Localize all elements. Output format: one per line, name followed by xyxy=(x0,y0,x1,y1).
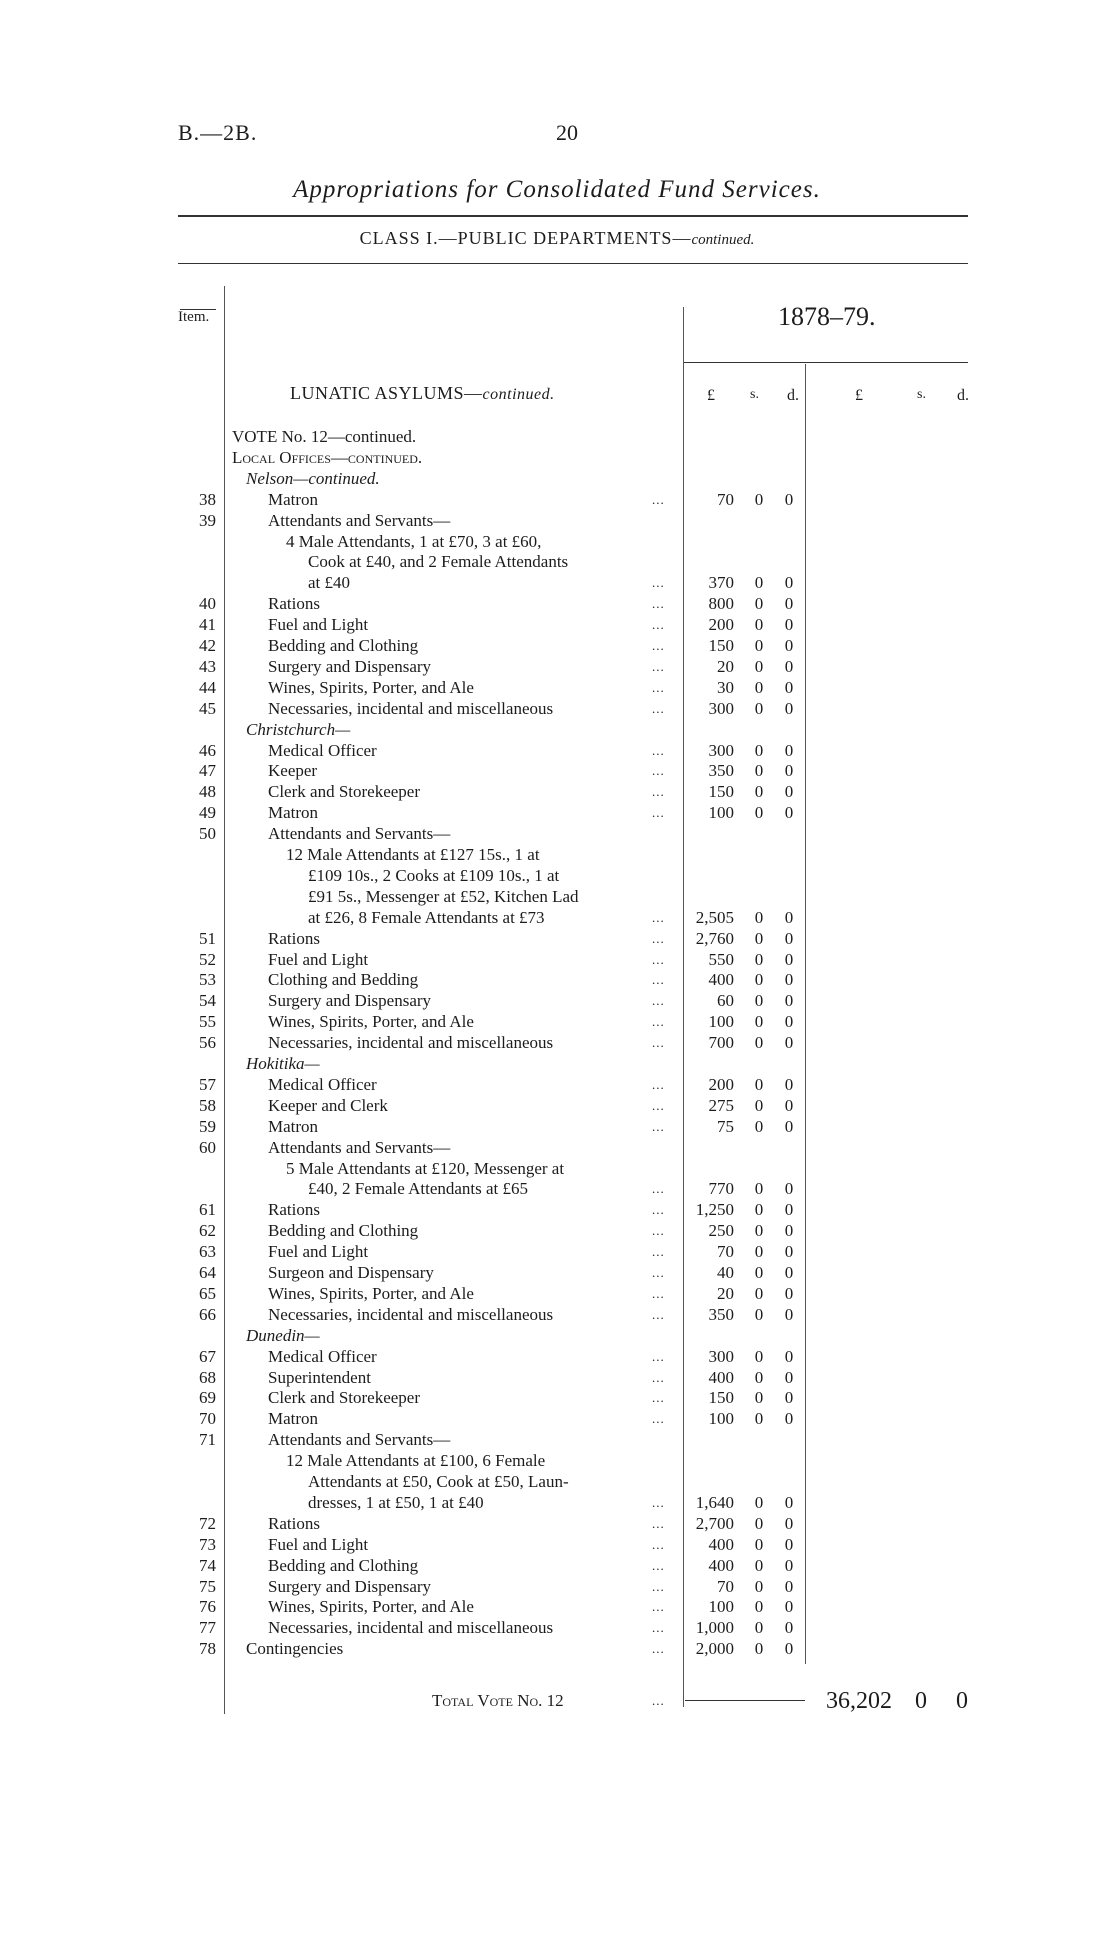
entry-detail-text: at £40 xyxy=(308,573,351,592)
entry-detail-text: Attendants at £50, Cook at £50, Laun- xyxy=(308,1472,569,1491)
entry-text: Clerk and Storekeeper xyxy=(268,1388,420,1407)
entry-detail-text: 12 Male Attendants at £100, 6 Female xyxy=(286,1451,546,1470)
leader-dots: ... xyxy=(652,596,665,611)
asylum-heading: Nelson—continued. xyxy=(246,469,380,488)
total-shillings-column-heading: s. xyxy=(917,387,926,402)
amount-pounds: 100 xyxy=(708,1012,734,1031)
amount-pounds: 300 xyxy=(708,1347,734,1366)
item-number: 68 xyxy=(199,1368,216,1387)
entry-text: Bedding and Clothing xyxy=(268,1221,419,1240)
amount-pence: 0 xyxy=(784,929,794,948)
amount-shillings: 0 xyxy=(754,970,764,989)
amount-pence: 0 xyxy=(784,741,794,760)
entry-text: Rations xyxy=(268,1200,320,1219)
total-pence-column-heading: d. xyxy=(957,387,969,404)
entry-text: Fuel and Light xyxy=(268,615,369,634)
amount-pounds: 200 xyxy=(708,1075,734,1094)
leader-dots: ... xyxy=(652,1599,665,1614)
total-vote-pounds: 36,202 xyxy=(826,1688,892,1714)
entry-text: Medical Officer xyxy=(268,1347,377,1366)
amount-pounds: 1,000 xyxy=(695,1618,734,1637)
amount-pence: 0 xyxy=(784,1263,794,1282)
amount-pence: 0 xyxy=(784,573,794,592)
amount-pence: 0 xyxy=(784,1242,794,1261)
amount-pence: 0 xyxy=(784,950,794,969)
page-title: Appropriations for Consolidated Fund Services. xyxy=(293,176,821,203)
item-number: 45 xyxy=(199,699,216,718)
amount-pence: 0 xyxy=(784,1514,794,1533)
amount-pence: 0 xyxy=(784,908,794,927)
amount-pounds: 370 xyxy=(708,573,734,592)
asylum-heading: Christchurch— xyxy=(246,720,351,739)
leader-dots: ... xyxy=(652,1265,665,1280)
amount-pounds: 100 xyxy=(708,1409,734,1428)
amount-pence: 0 xyxy=(784,657,794,676)
entry-text: Matron xyxy=(268,490,319,509)
leader-dots: ... xyxy=(652,1390,665,1405)
amount-pounds: 550 xyxy=(708,950,734,969)
item-number: 47 xyxy=(199,761,216,780)
entry-text: Fuel and Light xyxy=(268,1242,369,1261)
item-number: 78 xyxy=(199,1639,216,1658)
entry-detail-text: at £26, 8 Female Attendants at £73 xyxy=(308,908,545,927)
item-number: 73 xyxy=(199,1535,216,1554)
item-number: 43 xyxy=(199,657,216,676)
pounds-column-heading: £ xyxy=(707,387,715,404)
item-number: 54 xyxy=(199,991,216,1010)
leader-dots: ... xyxy=(652,1641,665,1656)
entry-text: Rations xyxy=(268,929,320,948)
item-number: 71 xyxy=(199,1430,216,1449)
entry-text: Fuel and Light xyxy=(268,1535,369,1554)
leader-dots: ... xyxy=(652,805,665,820)
amount-pence: 0 xyxy=(784,1347,794,1366)
leader-dots: ... xyxy=(652,1119,665,1134)
amount-shillings: 0 xyxy=(754,1388,764,1407)
item-number: 38 xyxy=(199,490,216,509)
leader-dots: ... xyxy=(652,492,665,507)
leader-dots: ... xyxy=(652,575,665,590)
amount-pence: 0 xyxy=(784,1388,794,1407)
entry-detail-text: £109 10s., 2 Cooks at £109 10s., 1 at xyxy=(308,866,560,885)
total-vote-label: Total Vote No. 12 xyxy=(432,1691,564,1710)
entry-text: Necessaries, incidental and miscellaneous xyxy=(268,1305,554,1324)
item-number: 48 xyxy=(199,782,216,801)
leader-dots: ... xyxy=(652,743,665,758)
amount-shillings: 0 xyxy=(754,1535,764,1554)
entry-detail-text: 4 Male Attendants, 1 at £70, 3 at £60, xyxy=(286,532,542,551)
amount-shillings: 0 xyxy=(754,908,764,927)
section-title-continued: continued. xyxy=(482,386,555,403)
class-heading-main: CLASS I.—PUBLIC DEPARTMENTS— xyxy=(359,228,692,248)
leader-dots: ... xyxy=(652,931,665,946)
amount-pounds: 100 xyxy=(708,1597,734,1616)
amount-pounds: 70 xyxy=(717,490,734,509)
entry-text: Bedding and Clothing xyxy=(268,636,419,655)
amount-pounds: 700 xyxy=(708,1033,734,1052)
leader-dots: ... xyxy=(652,1014,665,1029)
leader-dots: ... xyxy=(652,1349,665,1364)
amount-pence: 0 xyxy=(784,594,794,613)
amount-shillings: 0 xyxy=(754,1305,764,1324)
amount-shillings: 0 xyxy=(754,1409,764,1428)
item-number: 52 xyxy=(199,950,216,969)
item-number: 41 xyxy=(199,615,216,634)
entry-text: Superintendent xyxy=(268,1368,371,1387)
item-column-heading: Item. xyxy=(178,309,210,325)
item-number: 77 xyxy=(199,1618,216,1637)
item-number: 39 xyxy=(199,511,216,530)
amount-shillings: 0 xyxy=(754,1368,764,1387)
entry-text: Attendants and Servants— xyxy=(268,824,451,843)
entry-text: Rations xyxy=(268,594,320,613)
entry-detail-text: 12 Male Attendants at £127 15s., 1 at xyxy=(286,845,540,864)
leader-dots: ... xyxy=(652,1370,665,1385)
item-number: 56 xyxy=(199,1033,216,1052)
amount-pence: 0 xyxy=(784,1117,794,1136)
amount-shillings: 0 xyxy=(754,1033,764,1052)
item-number: 76 xyxy=(199,1597,216,1616)
amount-pence: 0 xyxy=(784,1535,794,1554)
amount-shillings: 0 xyxy=(754,991,764,1010)
amount-pence: 0 xyxy=(784,1577,794,1596)
leader-dots: ... xyxy=(652,784,665,799)
item-number: 59 xyxy=(199,1117,216,1136)
amount-shillings: 0 xyxy=(754,1012,764,1031)
amount-shillings: 0 xyxy=(754,1577,764,1596)
amount-shillings: 0 xyxy=(754,615,764,634)
entry-text: Bedding and Clothing xyxy=(268,1556,419,1575)
item-number: 44 xyxy=(199,678,216,697)
amount-pence: 0 xyxy=(784,1305,794,1324)
amount-pence: 0 xyxy=(784,1200,794,1219)
total-rule-left xyxy=(685,1700,805,1701)
amount-shillings: 0 xyxy=(754,699,764,718)
entry-text: Medical Officer xyxy=(268,1075,377,1094)
amount-pence: 0 xyxy=(784,1493,794,1512)
amount-pence: 0 xyxy=(784,1012,794,1031)
amount-pounds: 20 xyxy=(717,657,734,676)
item-number: 61 xyxy=(199,1200,216,1219)
amount-shillings: 0 xyxy=(754,1263,764,1282)
amount-pence: 0 xyxy=(784,1368,794,1387)
leader-dots: ... xyxy=(652,1202,665,1217)
amount-pence: 0 xyxy=(784,678,794,697)
leader-dots: ... xyxy=(652,1411,665,1426)
item-number: 65 xyxy=(199,1284,216,1303)
leader-dots: ... xyxy=(652,1620,665,1635)
item-number: 55 xyxy=(199,1012,216,1031)
entry-text: Medical Officer xyxy=(268,741,377,760)
item-number: 40 xyxy=(199,594,216,613)
leader-dots: ... xyxy=(652,1558,665,1573)
amount-pounds: 1,640 xyxy=(695,1493,734,1512)
entry-text: Surgery and Dispensary xyxy=(268,991,432,1010)
amount-pence: 0 xyxy=(784,699,794,718)
entry-text: Rations xyxy=(268,1514,320,1533)
entry-detail-text: dresses, 1 at £50, 1 at £40 xyxy=(308,1493,484,1512)
leader-dots: ... xyxy=(652,763,665,778)
entry-text: Matron xyxy=(268,1409,319,1428)
item-number: 58 xyxy=(199,1096,216,1115)
amount-pence: 0 xyxy=(784,1597,794,1616)
amount-pounds: 100 xyxy=(708,803,734,822)
amount-shillings: 0 xyxy=(754,1284,764,1303)
amount-shillings: 0 xyxy=(754,782,764,801)
entry-text: Attendants and Servants— xyxy=(268,511,451,530)
amount-pounds: 1,250 xyxy=(695,1200,734,1219)
amount-shillings: 0 xyxy=(754,573,764,592)
item-number: 63 xyxy=(199,1242,216,1261)
leader-dots: ... xyxy=(652,1244,665,1259)
item-number: 67 xyxy=(199,1347,216,1366)
detail-amount-column-rule xyxy=(805,364,806,1664)
amount-pounds: 400 xyxy=(708,1556,734,1575)
class-heading xyxy=(0,228,1114,249)
item-number: 62 xyxy=(199,1221,216,1240)
amount-shillings: 0 xyxy=(754,741,764,760)
amount-pounds: 250 xyxy=(708,1221,734,1240)
item-number: 75 xyxy=(199,1577,216,1596)
leader-dots: ... xyxy=(652,1181,665,1196)
asylum-heading: Dunedin— xyxy=(246,1326,320,1345)
amount-pounds: 2,700 xyxy=(695,1514,734,1533)
amount-pounds: 800 xyxy=(708,594,734,613)
amount-pence: 0 xyxy=(784,1096,794,1115)
item-number: 60 xyxy=(199,1138,216,1157)
section-title-main: LUNATIC ASYLUMS— xyxy=(290,383,483,403)
entry-text: Keeper and Clerk xyxy=(268,1096,388,1115)
entry-text: Necessaries, incidental and miscellaneous xyxy=(268,1033,554,1052)
vote-heading: VOTE No. 12—continued. xyxy=(232,427,417,446)
entry-text: Wines, Spirits, Porter, and Ale xyxy=(268,1284,474,1303)
amount-pence: 0 xyxy=(784,1618,794,1637)
page-number: 20 xyxy=(556,120,578,145)
entry-text: Clothing and Bedding xyxy=(268,970,419,989)
entry-detail-text: £40, 2 Female Attendants at £65 xyxy=(308,1179,529,1198)
amount-shillings: 0 xyxy=(754,1493,764,1512)
entry-detail-text: £91 5s., Messenger at £52, Kitchen Lad xyxy=(308,887,579,906)
item-number: 50 xyxy=(199,824,216,843)
total-vote-shillings: 0 xyxy=(915,1688,927,1714)
amount-pounds: 300 xyxy=(708,741,734,760)
amount-shillings: 0 xyxy=(754,1514,764,1533)
amount-pounds: 350 xyxy=(708,761,734,780)
amount-pence: 0 xyxy=(784,1556,794,1575)
amount-pence: 0 xyxy=(784,761,794,780)
leader-dots: ... xyxy=(652,993,665,1008)
leader-dots: ... xyxy=(652,952,665,967)
leader-dots: ... xyxy=(652,1223,665,1238)
amount-pounds: 150 xyxy=(708,1388,734,1407)
amount-shillings: 0 xyxy=(754,594,764,613)
total-leader-dots: ... xyxy=(652,1693,665,1708)
leader-dots: ... xyxy=(652,1307,665,1322)
amount-pounds: 400 xyxy=(708,1535,734,1554)
amount-pounds: 150 xyxy=(708,782,734,801)
entry-detail-text: Cook at £40, and 2 Female Attendants xyxy=(308,552,569,571)
entry-text: Contingencies xyxy=(246,1639,344,1658)
amount-shillings: 0 xyxy=(754,1200,764,1219)
amount-pounds: 75 xyxy=(717,1117,734,1136)
leader-dots: ... xyxy=(652,680,665,695)
leader-dots: ... xyxy=(652,910,665,925)
section-title xyxy=(290,383,555,404)
pence-column-heading: d. xyxy=(787,387,799,404)
amount-pounds: 400 xyxy=(708,1368,734,1387)
entry-text: Fuel and Light xyxy=(268,950,369,969)
amount-shillings: 0 xyxy=(754,950,764,969)
amount-pence: 0 xyxy=(784,1409,794,1428)
entry-detail-text: 5 Male Attendants at £120, Messenger at xyxy=(286,1159,565,1178)
item-number: 64 xyxy=(199,1263,216,1282)
amount-shillings: 0 xyxy=(754,761,764,780)
entry-text: Clerk and Storekeeper xyxy=(268,782,420,801)
item-number: 74 xyxy=(199,1556,216,1575)
entry-text: Attendants and Servants— xyxy=(268,1430,451,1449)
item-number: 53 xyxy=(199,970,216,989)
item-number: 42 xyxy=(199,636,216,655)
leader-dots: ... xyxy=(652,638,665,653)
leader-dots: ... xyxy=(652,617,665,632)
entry-text: Matron xyxy=(268,1117,319,1136)
vote-heading: Local Offices—continued. xyxy=(232,448,423,467)
money-head-rule xyxy=(683,362,968,363)
amount-pounds: 275 xyxy=(708,1096,734,1115)
amount-pence: 0 xyxy=(784,1179,794,1198)
amount-pence: 0 xyxy=(784,991,794,1010)
amount-pounds: 60 xyxy=(717,991,734,1010)
item-number: 72 xyxy=(199,1514,216,1533)
item-number: 66 xyxy=(199,1305,216,1324)
entry-text: Wines, Spirits, Porter, and Ale xyxy=(268,678,474,697)
leader-dots: ... xyxy=(652,1077,665,1092)
amount-shillings: 0 xyxy=(754,1347,764,1366)
amount-shillings: 0 xyxy=(754,1597,764,1616)
table-top-rule xyxy=(178,263,968,264)
amount-shillings: 0 xyxy=(754,490,764,509)
amount-pence: 0 xyxy=(784,1284,794,1303)
amount-shillings: 0 xyxy=(754,1242,764,1261)
item-column-rule xyxy=(224,286,225,1714)
amount-pence: 0 xyxy=(784,1221,794,1240)
entry-text: Surgery and Dispensary xyxy=(268,657,432,676)
shillings-column-heading: s. xyxy=(750,387,759,402)
amount-shillings: 0 xyxy=(754,803,764,822)
entry-text: Attendants and Servants— xyxy=(268,1138,451,1157)
amount-pence: 0 xyxy=(784,1075,794,1094)
leader-dots: ... xyxy=(652,972,665,987)
amount-pence: 0 xyxy=(784,1033,794,1052)
amount-shillings: 0 xyxy=(754,678,764,697)
leader-dots: ... xyxy=(652,1035,665,1050)
amount-pounds: 40 xyxy=(717,1263,734,1282)
amount-pence: 0 xyxy=(784,970,794,989)
item-number: 51 xyxy=(199,929,216,948)
amount-pounds: 400 xyxy=(708,970,734,989)
amount-pence: 0 xyxy=(784,782,794,801)
amount-pence: 0 xyxy=(784,636,794,655)
amount-pounds: 200 xyxy=(708,615,734,634)
amount-pounds: 70 xyxy=(717,1577,734,1596)
leader-dots: ... xyxy=(652,1098,665,1113)
amount-shillings: 0 xyxy=(754,1096,764,1115)
amount-pence: 0 xyxy=(784,803,794,822)
year-heading: 1878–79. xyxy=(778,302,876,331)
item-number: 46 xyxy=(199,741,216,760)
leader-dots: ... xyxy=(652,1495,665,1510)
item-number: 70 xyxy=(199,1409,216,1428)
entry-text: Necessaries, incidental and miscellaneous xyxy=(268,1618,554,1637)
leader-dots: ... xyxy=(652,659,665,674)
amount-shillings: 0 xyxy=(754,1639,764,1658)
entry-text: Surgeon and Dispensary xyxy=(268,1263,434,1282)
amount-shillings: 0 xyxy=(754,1618,764,1637)
amount-pounds: 770 xyxy=(708,1179,734,1198)
amount-pounds: 2,505 xyxy=(695,908,734,927)
leader-dots: ... xyxy=(652,1579,665,1594)
entry-text: Wines, Spirits, Porter, and Ale xyxy=(268,1597,474,1616)
amount-shillings: 0 xyxy=(754,1117,764,1136)
amount-shillings: 0 xyxy=(754,929,764,948)
entry-text: Surgery and Dispensary xyxy=(268,1577,432,1596)
amount-pence: 0 xyxy=(784,490,794,509)
amount-pence: 0 xyxy=(784,1639,794,1658)
amount-pounds: 20 xyxy=(717,1284,734,1303)
asylum-heading: Hokitika— xyxy=(246,1054,320,1073)
total-pounds-column-heading: £ xyxy=(855,387,863,404)
document-reference: B.—2B. xyxy=(178,120,258,145)
amount-pounds: 30 xyxy=(717,678,734,697)
amount-shillings: 0 xyxy=(754,1179,764,1198)
leader-dots: ... xyxy=(652,1516,665,1531)
amount-pounds: 2,000 xyxy=(695,1639,734,1658)
entry-text: Necessaries, incidental and miscellaneous xyxy=(268,699,554,718)
amount-pounds: 350 xyxy=(708,1305,734,1324)
total-vote-pence: 0 xyxy=(956,1688,968,1714)
amount-pounds: 150 xyxy=(708,636,734,655)
amount-shillings: 0 xyxy=(754,1075,764,1094)
amount-pence: 0 xyxy=(784,615,794,634)
amount-pounds: 300 xyxy=(708,699,734,718)
leader-dots: ... xyxy=(652,701,665,716)
entry-text: Matron xyxy=(268,803,319,822)
item-number: 57 xyxy=(199,1075,216,1094)
amount-shillings: 0 xyxy=(754,1556,764,1575)
entry-text: Wines, Spirits, Porter, and Ale xyxy=(268,1012,474,1031)
class-heading-continued: continued. xyxy=(691,232,755,248)
amount-shillings: 0 xyxy=(754,1221,764,1240)
item-number: 69 xyxy=(199,1388,216,1407)
item-number: 49 xyxy=(199,803,216,822)
entry-text: Keeper xyxy=(268,761,318,780)
leader-dots: ... xyxy=(652,1537,665,1552)
amount-pounds: 2,760 xyxy=(695,929,734,948)
header-rule xyxy=(178,215,968,217)
amount-shillings: 0 xyxy=(754,657,764,676)
amount-shillings: 0 xyxy=(754,636,764,655)
leader-dots: ... xyxy=(652,1286,665,1301)
amount-pounds: 70 xyxy=(717,1242,734,1261)
